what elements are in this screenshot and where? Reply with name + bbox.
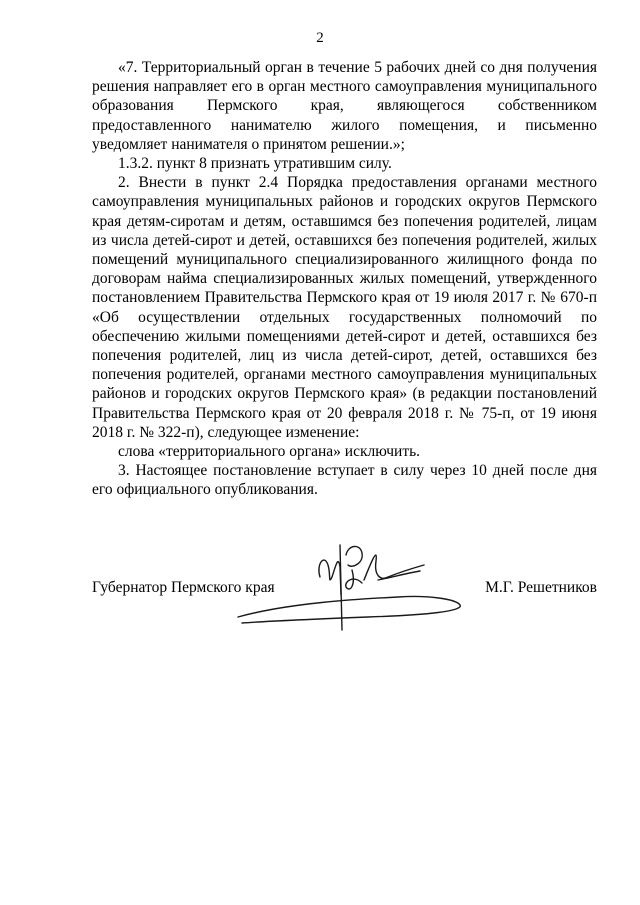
paragraph-3: 2. Внести в пункт 2.4 Порядка предоставления органами местного самоуправления муниципальных районов и городских округов Пермского края детям-сиротам и детям, оставшимся без попечения родителей, лицам из числа детей-сирот и детей, оставшихся без попечения родителей, жилых помещений муниципального специализированного жилищного фонда по договорам найма специализированных жилых помещений, утвержденного постановлением Правительства Пермского края от 19 июля 2017 г. № 670-п «Об осуществлении отдельных государственных полномочий по обеспечению жилыми помещениями детей-сирот и детей, оставшихся без попечения родителей, лиц из числа детей-сирот, детей, оставшихся без попечения родителей, органами местного самоуправления муниципальных районов и городских округов Пермского края» (в редакции постановлений Правительства Пермского края от 20 февраля 2018 г. № 75-п, от 19 июня 2018 г. № 322-п), следующее изменение: [92,174,597,441]
document-body [92,58,597,500]
signatory-title: Губернатор Пермского края [92,579,275,596]
page-number: 2 [316,30,324,46]
paragraph-4: слова «территориального органа» исключить. [118,443,421,461]
paragraph-2: 1.3.2. пункт 8 признать утратившим силу. [118,155,392,173]
paragraph-5: 3. Настоящее постановление вступает в силу через 10 дней после дня его официального опубликования. [92,462,597,499]
signatory-name: М.Г. Решетников [485,579,597,596]
paragraph-1: «7. Территориальный орган в течение 5 рабочих дней со дня получения решения направляет его в орган местного самоуправления муниципального образования Пермского края, являющегося собственником предоставленного нанимателю жилого помещения, и письменно уведомляет нанимателя о принятом решении.»; [92,59,597,153]
